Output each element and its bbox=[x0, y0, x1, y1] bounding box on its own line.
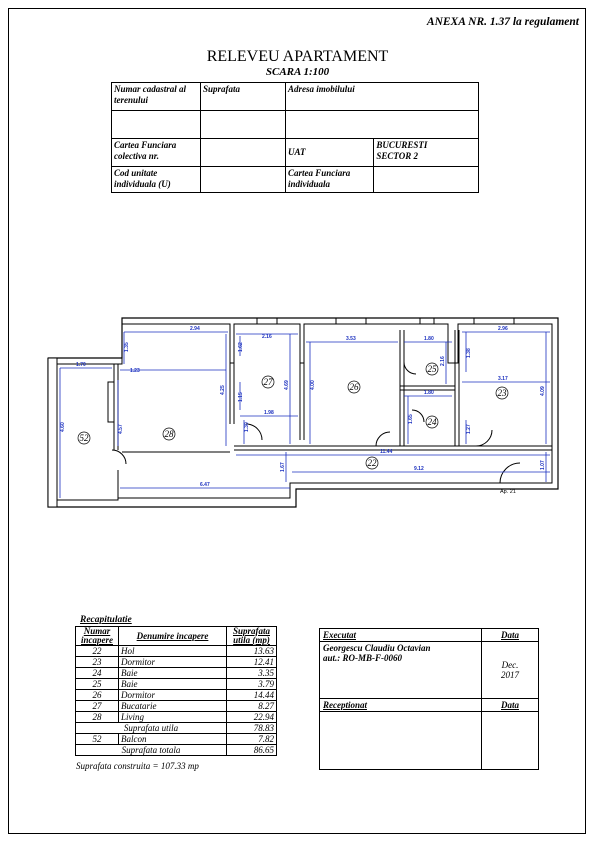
executor-authorization: aut.: RO-MB-F-0060 bbox=[323, 653, 403, 663]
dim-label: 1.70 bbox=[76, 362, 86, 368]
table-row: 26 Dormitor 14.44 bbox=[76, 690, 277, 701]
cad-sector: SECTOR 2 bbox=[376, 151, 418, 161]
dim-label: 9.12 bbox=[414, 466, 424, 472]
dim-label: 1.30 bbox=[244, 422, 250, 432]
dim-label: 1.98 bbox=[264, 410, 274, 416]
table-row: 24 Baie 3.35 bbox=[76, 668, 277, 679]
cad-carte-individuala: Cartea Funciara individuala bbox=[286, 167, 374, 193]
recap-header-name: Denumire incapere bbox=[119, 627, 227, 646]
scale-label: SCARA 1:100 bbox=[265, 66, 330, 78]
table-row: 23 Dormitor 12.41 bbox=[76, 657, 277, 668]
dim-label: 4.00 bbox=[310, 380, 316, 390]
dim-label: 2.16 bbox=[440, 356, 446, 366]
dim-label: 3.17 bbox=[498, 376, 508, 382]
window-bedroom-23 bbox=[474, 318, 514, 324]
door-arc bbox=[376, 432, 390, 446]
table-row: 22 Hol 13.63 bbox=[76, 646, 277, 657]
recap-header-area: Suprafata utila (mp) bbox=[227, 627, 277, 646]
execution-table bbox=[319, 628, 539, 770]
table-row: 27 Bucatarie 8.27 bbox=[76, 701, 277, 712]
dim-label: 11.44 bbox=[380, 449, 393, 455]
executor-name: Georgescu Claudiu Octavian bbox=[323, 643, 431, 653]
constructed-area: Suprafata construita = 107.33 mp bbox=[76, 761, 199, 771]
room-25-label: 25 bbox=[427, 364, 437, 374]
window-balcony bbox=[108, 382, 114, 422]
subtotal-row: Suprafata utila 78.83 bbox=[76, 723, 277, 734]
room-52-label: 52 bbox=[79, 433, 89, 443]
door-arc bbox=[476, 430, 492, 446]
cad-header-nr: Numar cadastral al terenului bbox=[112, 83, 201, 111]
dim-label: 4.60 bbox=[60, 422, 66, 432]
dim-label: 3.53 bbox=[346, 336, 356, 342]
data-label: Data bbox=[482, 629, 539, 642]
annex-label: ANEXA NR. 1.37 la regulament bbox=[426, 16, 579, 28]
door-arc bbox=[500, 463, 520, 483]
executat-label: Executat bbox=[320, 629, 482, 642]
page-title: RELEVEU APARTAMENT bbox=[206, 48, 389, 65]
receptionat-label: Receptionat bbox=[320, 699, 482, 712]
dim-label: 1.80 bbox=[424, 336, 434, 342]
room-28-label: 28 bbox=[164, 429, 174, 439]
room-26-label: 26 bbox=[349, 382, 359, 392]
cad-uat: UAT bbox=[286, 139, 374, 167]
dim-label: 2.94 bbox=[190, 326, 200, 332]
dim-label: 1.38 bbox=[466, 348, 472, 358]
dim-label: 4.69 bbox=[284, 380, 290, 390]
dim-label: 1.80 bbox=[424, 390, 434, 396]
cad-cod-unitate: Cod unitate individuala (U) bbox=[112, 167, 201, 193]
room-22-label: 22 bbox=[367, 458, 377, 468]
dim-label: 4.09 bbox=[540, 386, 546, 396]
balcony-row: 52 Balcon 7.82 bbox=[76, 734, 277, 745]
window-bath bbox=[420, 318, 434, 324]
dim-label: 1.35 bbox=[124, 342, 130, 352]
dim-label: 1.27 bbox=[466, 424, 472, 434]
cad-city: BUCURESTI bbox=[376, 140, 428, 150]
cad-carte-colectiva: Cartea Funciara colectiva nr. bbox=[112, 139, 201, 167]
dim-label: 2.96 bbox=[498, 326, 508, 332]
data-label-2: Data bbox=[482, 699, 539, 712]
table-row: 25 Baie 3.79 bbox=[76, 679, 277, 690]
dim-label: 1.62 bbox=[238, 342, 244, 352]
cad-header-area: Suprafata bbox=[201, 83, 286, 111]
cad-header-address: Adresa imobilului bbox=[286, 83, 479, 111]
room-27-label: 27 bbox=[263, 377, 273, 387]
dim-label: 1.67 bbox=[280, 462, 286, 472]
dim-label: 4.57 bbox=[118, 424, 124, 434]
door-arc bbox=[404, 362, 416, 374]
dim-label: 1.15 bbox=[238, 392, 244, 402]
dim-label: 1.65 bbox=[408, 414, 414, 424]
dim-label: 4.25 bbox=[220, 385, 226, 395]
date-year: 2017 bbox=[501, 670, 519, 680]
total-row: Suprafata totala 86.65 bbox=[76, 745, 277, 756]
room-23-label: 23 bbox=[497, 388, 507, 398]
date-month: Dec. bbox=[501, 660, 519, 670]
dim-label: 6.47 bbox=[200, 482, 210, 488]
recap-title: Recapitulatie bbox=[80, 615, 132, 625]
window-bedroom-26 bbox=[336, 318, 366, 324]
room-24-label: 24 bbox=[427, 417, 437, 427]
dim-label: 1.07 bbox=[540, 460, 546, 470]
dim-label: 2.16 bbox=[262, 334, 272, 340]
window-kitchen bbox=[257, 318, 277, 324]
recap-header-nr: Numar incapere bbox=[76, 627, 119, 646]
apartment-label: Ap. 21 bbox=[500, 489, 516, 495]
table-row: 28 Living 22.94 bbox=[76, 712, 277, 723]
recap-table bbox=[75, 626, 277, 756]
dim-label: 1.23 bbox=[130, 368, 140, 374]
